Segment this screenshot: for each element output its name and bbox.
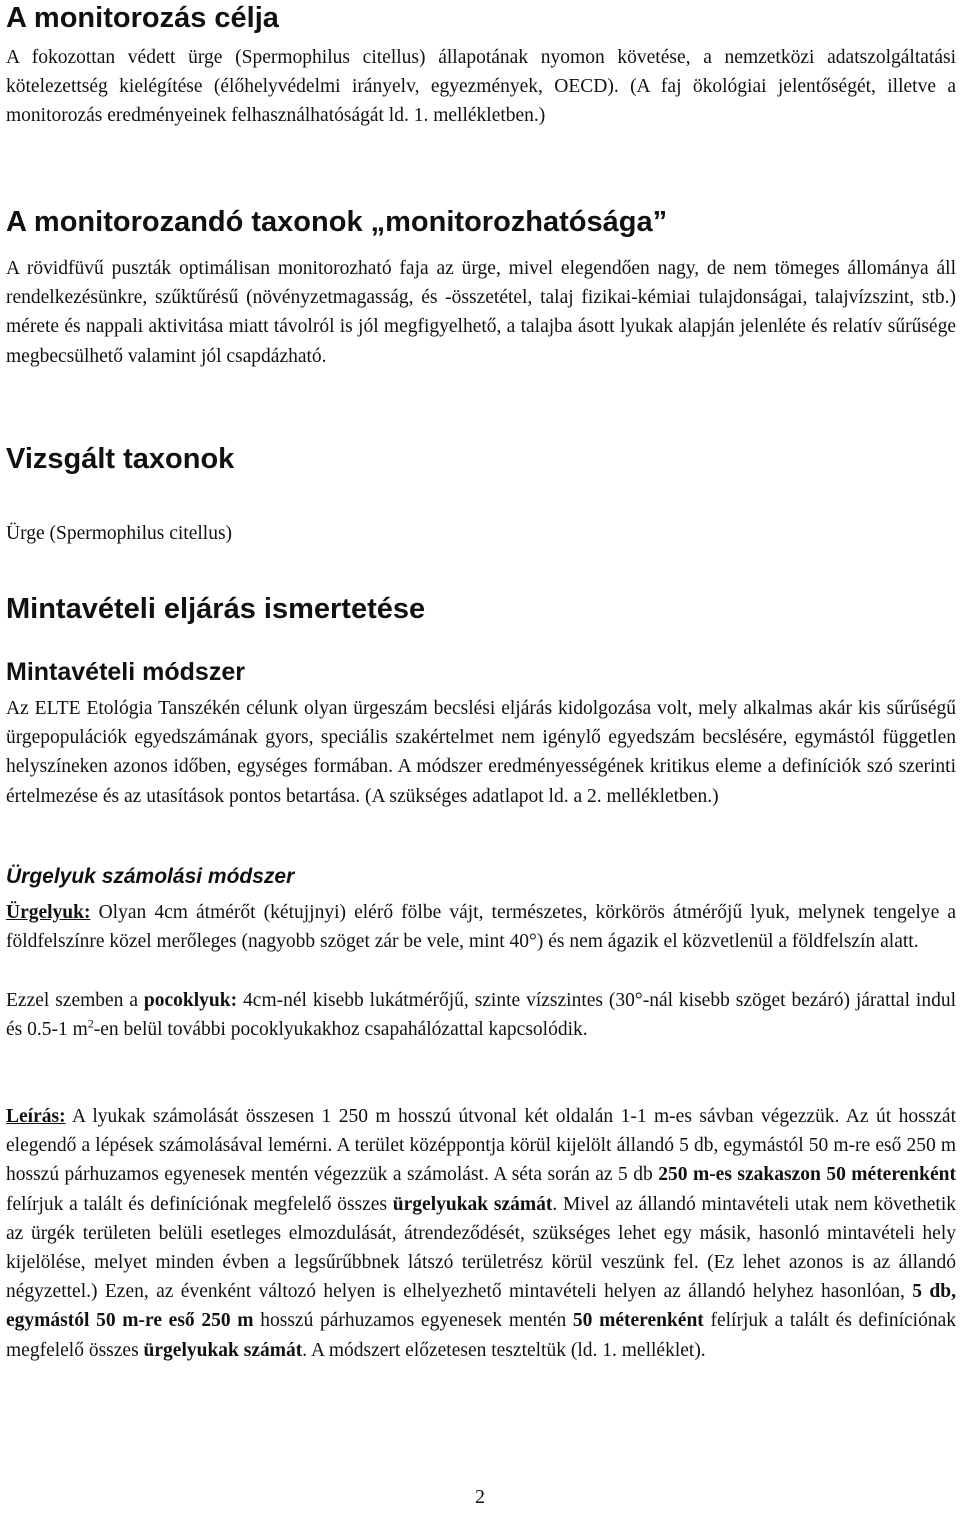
burrow-term: Ürgelyuk:	[6, 902, 91, 923]
description-text-a: A lyukak számolását összesen 1 250 m hosszú útvonal két oldalán 1-1 m-es sávban végezzük. Az út hosszát elegendő a lépések számolásával lemérni. A terület középpontja körül kijelölt állandó 5 db, egymástól 50 m-re eső 250 m hosszú párhuzamos egyenesek mentén végezzük a számolást. A séta során az 5 db	[6, 1106, 956, 1186]
vole-hole-text-2: -en belül további pocoklyukakhoz csapahálózattal kapcsolódik.	[93, 1019, 588, 1041]
monitorability-paragraph: A rövidfüvű puszták optimálisan monitorozható faja az ürge, mivel elegendően nagy, de nem tömeges állománya áll rendelkezésünkre, szűktűrésű (növényzetmagasság, és -összetétel, talaj fizikai-kémiai tulajdonságai, talajvízszint, stb.) mérete és nappali aktivitása miatt távolról is jól megfigyelhető, a talajba ásott lyukak alapján jelenléte és relatív sűrűsége megbecsülhető valamint jól csapdázható.	[6, 258, 956, 367]
vole-hole-term: pocoklyuk:	[143, 990, 238, 1011]
monitoring-goal-paragraph: A fokozottan védett ürge (Spermophilus citellus) állapotának nyomon követése, a nemzetközi adatszolgáltatási kötelezettség kielégítése (élőhelyvédelmi irányelv, egyezmények, OECD). (A faj ökológiai jelentőségét, illetve a monitorozás eredményeinek felhasználhatóságát ld. 1. mellékletben.)	[6, 47, 956, 127]
description-bold-5: ürgelyukak számát	[143, 1339, 303, 1361]
vole-hole-paragraph	[6, 986, 956, 1044]
description-paragraph	[6, 1102, 956, 1365]
section-title-sampling: Mintavételi eljárás ismertetése	[6, 593, 426, 625]
section-title-taxa: Vizsgált taxonok	[6, 443, 235, 475]
description-bold-4: 50 méterenként	[572, 1310, 704, 1332]
sampling-method-paragraph: Az ELTE Etológia Tanszékén célunk olyan ürgeszám becslési eljárás kidolgozása volt, mely alkalmas akár kis sűrűségű ürgepopulációk egyedszámának gyors, speciális szakértelmet nem igénylő egyedszám becslésére, egymástól független helyszíneken azonos időben, egységes formában. A módszer eredményességének kritikus eleme a definíciók szó szerinti értelmezése és az utasítások pontos betartása. (A szükséges adatlapot ld. a 2. mellékletben.)	[6, 698, 956, 807]
burrow-definition-paragraph	[6, 898, 956, 956]
subsection-title-sampling-method: Mintavételi módszer	[6, 658, 245, 686]
vole-hole-intro: Ezzel szemben a	[6, 990, 144, 1011]
description-term: Leírás:	[6, 1106, 66, 1127]
description-text-g: . A módszert előzetesen teszteltük (ld. 1. melléklet).	[302, 1339, 706, 1361]
vole-hole-text-1: 4cm-nél kisebb lukátmérőjű, szinte vízszintes (30°-nál kisebb szöget bezáró) járattal indul és 0.5-1 m	[6, 990, 956, 1041]
description-text-d: . Mivel az állandó mintavételi utak nem követhetik az ürgék területen belüli esetleges elmozdulását, átrendeződését, szükséges lehet egy másik, hasonló mintavételi hely kijelölése, melyet minden évben a legsűrűbbnek látszó területrész körül veszünk fel. (Ez lehet azonos is az állandó négyzettel.) Ezen, az évenként változó helyen is elhelyezhető mintavételi helyen az állandó helyhez hasonlóan,	[6, 1193, 956, 1303]
description-text-e: hosszú párhuzamos egyenesek mentén	[253, 1310, 573, 1332]
description-text-f: felírjuk a talált és definíciónak megfelelő összes	[6, 1310, 956, 1361]
subsection-title-hole-counting: Ürgelyuk számolási módszer	[6, 865, 295, 888]
superscript-2: 2	[87, 1016, 94, 1031]
description-bold-3: 5 db, egymástól 50 m-re eső 250 m	[6, 1281, 956, 1332]
section-title-monitorability: A monitorozandó taxonok „monitorozhatósága”	[6, 206, 668, 238]
taxa-paragraph: Ürge (Spermophilus citellus)	[6, 523, 233, 544]
section-title-monitoring-goal: A monitorozás célja	[6, 2, 279, 34]
description-text-c: felírjuk a talált és definíciónak megfelelő összes	[6, 1193, 393, 1215]
burrow-definition-text: Olyan 4cm átmérőt (kétujjnyi) elérő fölbe vájt, természetes, körkörös átmérőjű lyuk, melynek tengelye a földfelszínre közel merőleges (nagyobb szöget zár be vele, mint 40°) és nem ágazik el közvetlenül a földfelszín alatt.	[6, 902, 956, 953]
description-bold-1: 250 m-es szakaszon 50 méterenként	[658, 1164, 956, 1186]
page-number: 2	[475, 1486, 485, 1508]
description-bold-2: ürgelyukak számát	[392, 1193, 553, 1215]
